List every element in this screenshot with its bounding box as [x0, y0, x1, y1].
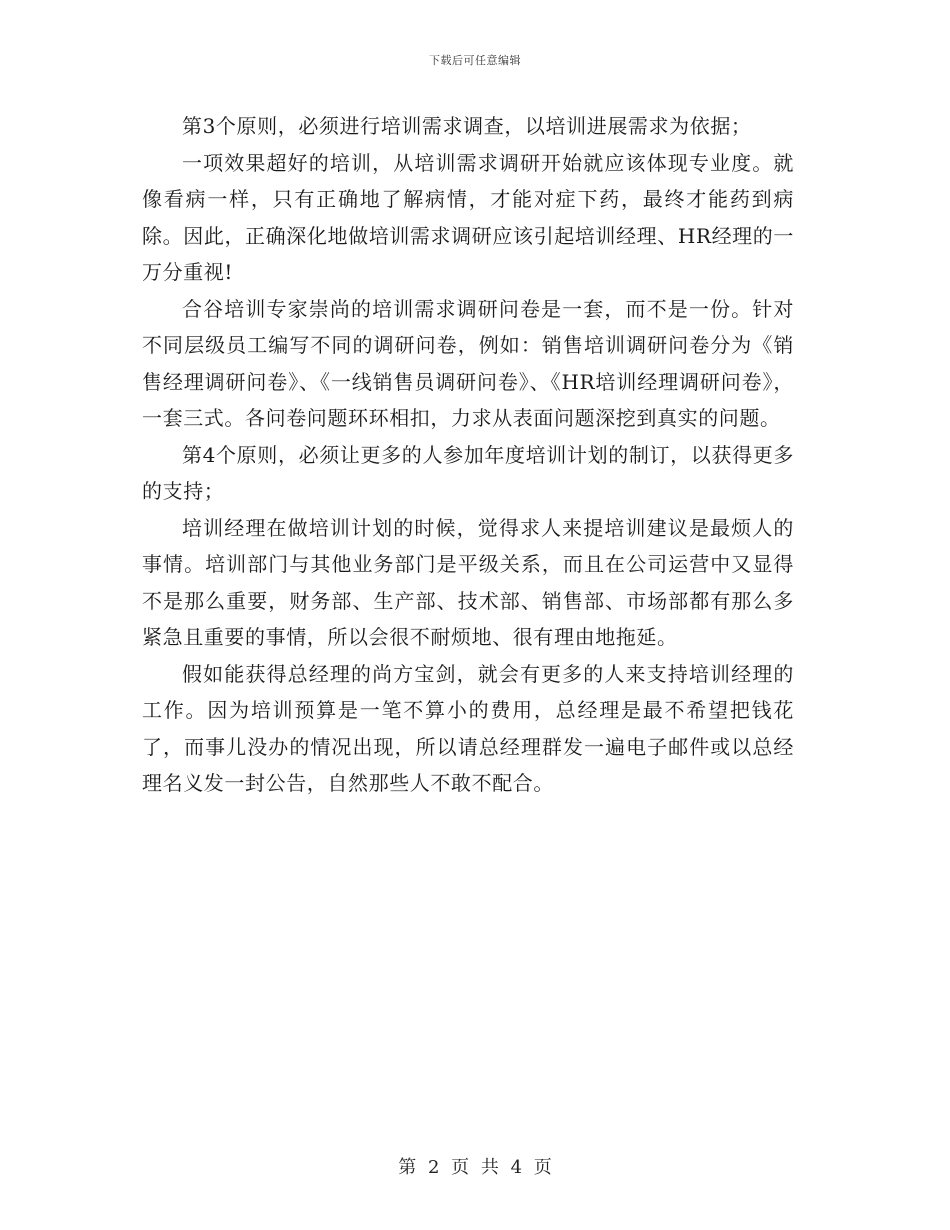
paragraph-principle-4: 第4个原则，必须让更多的人参加年度培训计划的制订，以获得更多的支持； [142, 442, 794, 503]
document-body [142, 108, 794, 802]
page-header-note: 下载后可任意编辑 [429, 54, 521, 67]
paragraph-survey-questionnaire: 合谷培训专家崇尚的培训需求调研问卷是一套，而不是一份。针对不同层级员工编写不同的调研问卷，例如：销售培训调研问卷分为《销售经理调研问卷》、《一线销售员调研问卷》、《HR培训经理调研问卷》，一套三式。各问卷问题环环相扣，力求从表面问题深挖到真实的问题。 [142, 296, 794, 430]
paragraph-principle-3: 第3个原则，必须进行培训需求调查，以培训进展需求为依据； [182, 114, 752, 138]
paragraph-training-manager: 培训经理在做培训计划的时候，觉得求人来提培训建议是最烦人的事情。培训部门与其他业务部门是平级关系，而且在公司运营中又显得不是那么重要，财务部、生产部、技术部、销售部、市场部都有那么多紧急且重要的事情，所以会很不耐烦地、很有理由地拖延。 [142, 515, 794, 649]
page-number-footer: 第 2 页 共 4 页 [398, 1157, 552, 1178]
paragraph-needs-survey: 一项效果超好的培训，从培训需求调研开始就应该体现专业度。就像看病一样，只有正确地了解病情，才能对症下药，最终才能药到病除。因此，正确深化地做培训需求调研应该引起培训经理、HR经理的一万分重视! [142, 150, 794, 284]
paragraph-general-manager: 假如能获得总经理的尚方宝剑，就会有更多的人来支持培训经理的工作。因为培训预算是一笔不算小的费用，总经理是最不希望把钱花了，而事儿没办的情况出现，所以请总经理群发一遍电子邮件或以总经理名义发一封公告，自然那些人不敢不配合。 [142, 661, 794, 795]
